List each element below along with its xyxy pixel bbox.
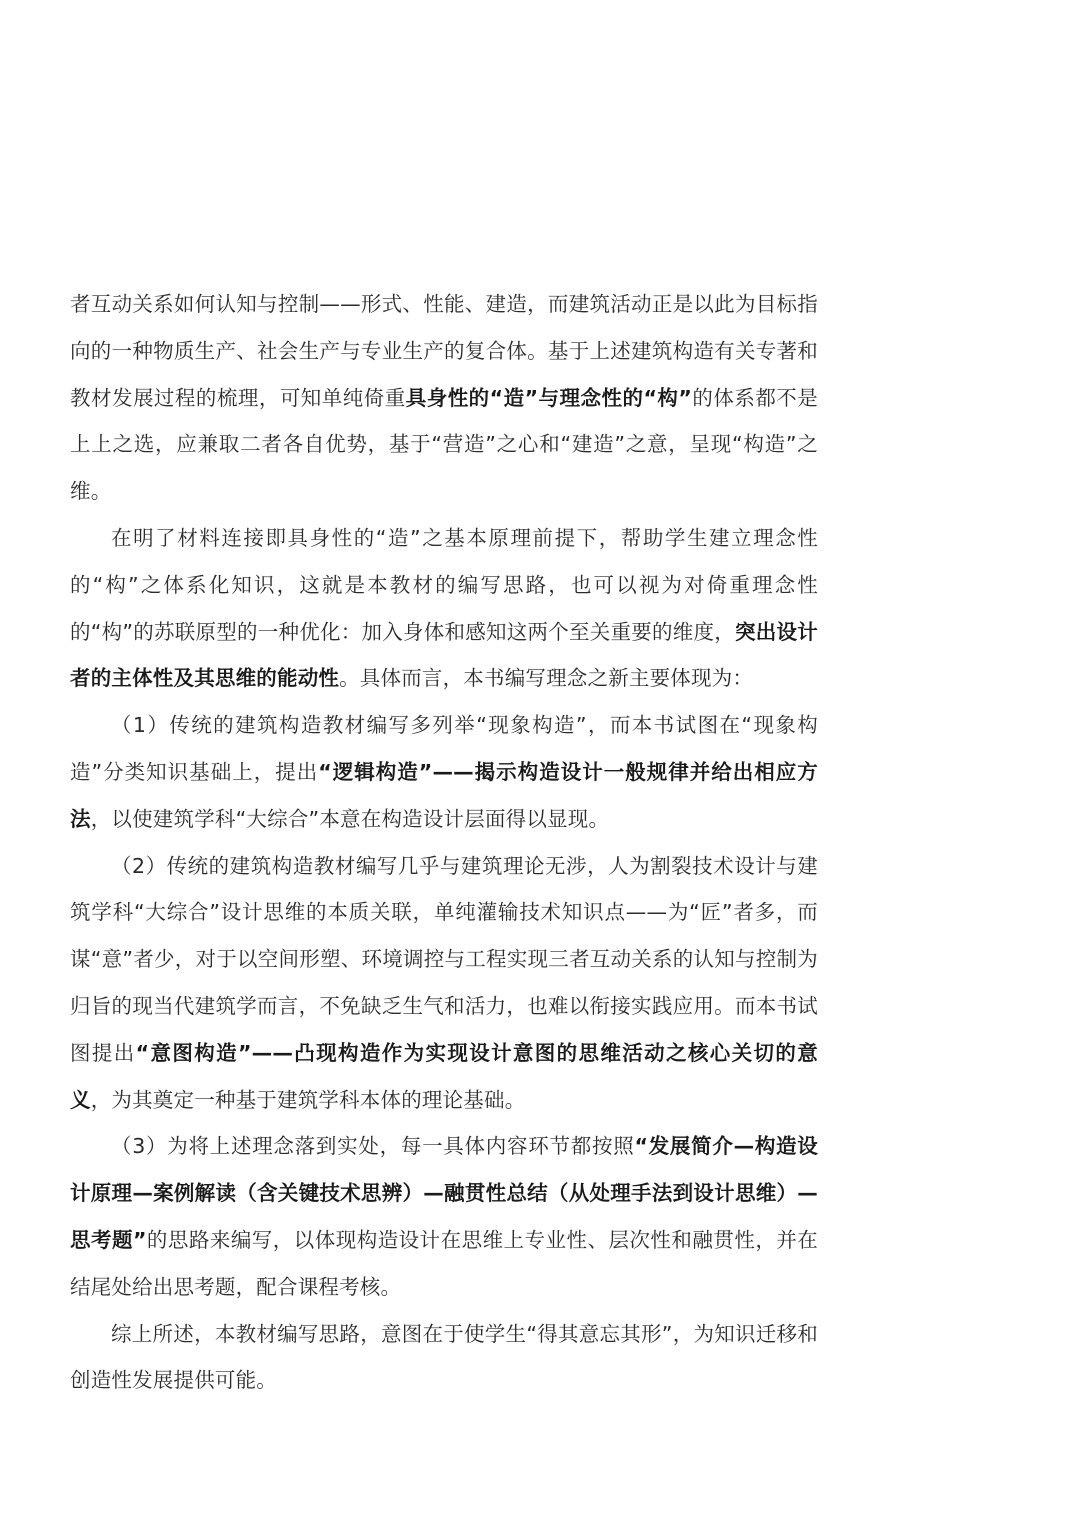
paragraph-4 xyxy=(70,843,818,1124)
paragraph-text: ，以使建筑学科“大综合”本意在构造设计层面得以显现。 xyxy=(90,806,610,831)
paragraph-5 xyxy=(70,1123,818,1310)
paragraph-text: （2）传统的建筑构造教材编写几乎与建筑理论无涉，人为割裂技术设计与建筑学科“大综合”设计思维的本质关联，单纯灌输技术知识点——为“匠”者多，而谋“意”者少，对于以空间形塑、环境调控与工程实现三者互动关系的认知与控制为归旨的现当代建筑学而言，不免缺乏生气和活力，也难以衔接实践应用。而本书试图提出 xyxy=(70,853,818,1065)
paragraph-emphasis: “发展简介—构造设计原理—案例解读（含关键技术思辨）—融贯性总结（从处理手法到设计思维）—思考题” xyxy=(70,1134,818,1252)
paragraph-text: 的思路来编写，以体现构造设计在思维上专业性、层次性和融贯性，并在结尾处给出思考题，配合课程考核。 xyxy=(70,1227,818,1299)
paragraph-text: （3）为将上述理念落到实处，每一具体内容环节都按照 xyxy=(111,1134,635,1159)
paragraph-3 xyxy=(70,702,818,842)
paragraph-text: 综上所述，本教材编写思路，意图在于使学生“得其意忘其形”，为知识迁移和创造性发展提供可能。 xyxy=(70,1321,818,1393)
paragraph-text: 在明了材料连接即具身性的“造”之基本原理前提下，帮助学生建立理念性的“构”之体系化知识，这就是本教材的编写思路，也可以视为对倚重理念性的“构”的苏联原型的一种优化：加入身体和感知这两个至关重要的维度， xyxy=(70,525,818,644)
document-body xyxy=(70,281,818,1404)
paragraph-text: （1）传统的建筑构造教材编写多列举“现象构造”，而本书试图在“现象构造”分类知识基础上，提出 xyxy=(70,713,818,784)
paragraph-text: 者互动关系如何认知与控制——形式、性能、建造，而建筑活动正是以此为目标指向的一种物质生产、社会生产与专业生产的复合体。基于上述建筑构造有关专著和教材发展过程的梳理，可知单纯倚重 xyxy=(70,292,818,410)
paragraph-1 xyxy=(70,281,818,515)
paragraph-emphasis: “逻辑构造”——揭示构造设计一般规律并给出相应方法 xyxy=(70,759,818,831)
paragraph-text: 的体系都不是上上之选，应兼取二者各自优势，基于“营造”之心和“建造”之意，呈现“构造”之维。 xyxy=(70,385,818,504)
paragraph-6 xyxy=(70,1311,818,1405)
paragraph-emphasis: “意图构造”——凸现构造作为实现设计意图的思维活动之核心关切的意义 xyxy=(70,1040,818,1112)
paragraph-text: 。具体而言，本书编写理念之新主要体现为： xyxy=(339,666,754,691)
paragraph-emphasis: 突出设计者的主体性及其思维的能动性 xyxy=(70,619,818,691)
paragraph-emphasis: 具身性的“造”与理念性的“构” xyxy=(405,385,693,410)
paragraph-2 xyxy=(70,515,818,702)
paragraph-text: ，为其奠定一种基于建筑学科本体的理论基础。 xyxy=(90,1087,526,1112)
